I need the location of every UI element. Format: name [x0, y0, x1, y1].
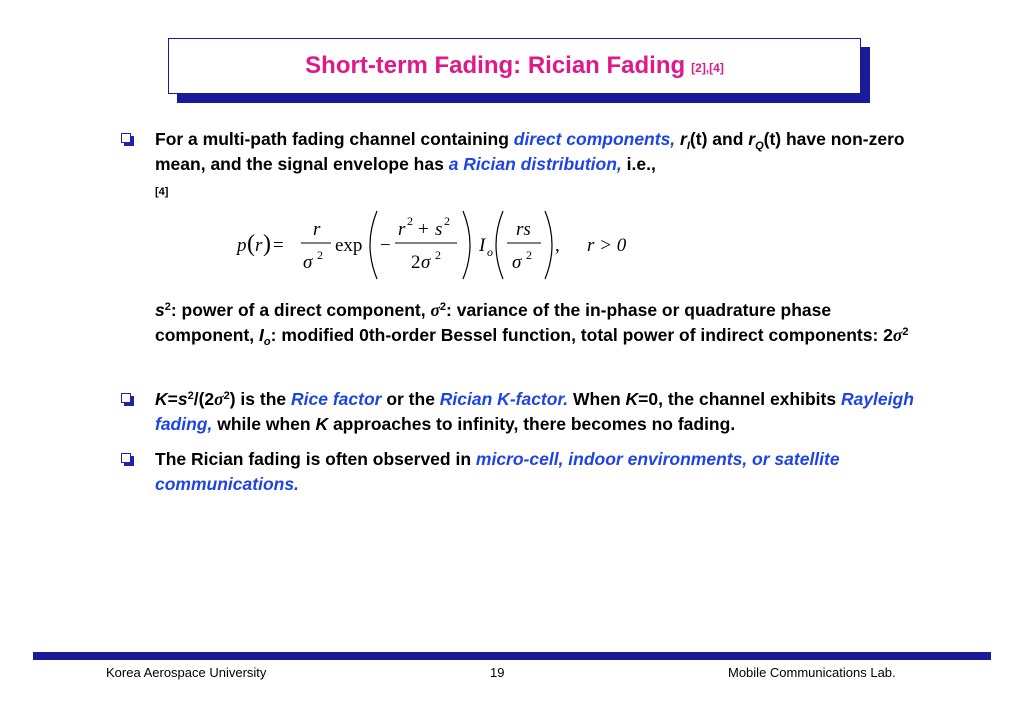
footer-bar	[33, 652, 991, 660]
f-p: p	[237, 235, 247, 256]
rician-pdf-formula	[235, 205, 655, 285]
f-sigma3: σ	[512, 252, 522, 273]
f-plus: +	[418, 219, 429, 240]
var-r: r	[748, 129, 756, 149]
f-s2: s	[435, 219, 443, 240]
sub-i: I	[686, 140, 690, 152]
var-s: s	[155, 300, 165, 320]
f-sup: 2	[317, 248, 323, 262]
f-sup: 2	[526, 248, 532, 262]
text: : variance of the in-phase or quadrature phase component,	[155, 300, 832, 345]
f-den-sigma: σ	[303, 252, 313, 273]
sup: 2	[164, 301, 171, 313]
f-exp: exp	[335, 235, 363, 256]
text: approaches to infinity, there becomes no fading.	[328, 414, 736, 434]
f-cond: r > 0	[587, 235, 627, 256]
bullet-item-1	[121, 127, 921, 205]
text: (t) and	[689, 129, 749, 149]
text: or the	[381, 389, 440, 409]
var-r: r	[680, 129, 687, 149]
square-bullet-icon	[121, 133, 131, 143]
highlight: direct components,	[513, 129, 676, 149]
highlight: Rice factor	[291, 389, 382, 409]
sup: 2	[439, 301, 447, 313]
slide-title: Short-term Fading: Rician Fading	[305, 52, 686, 79]
var-sigma: σ	[214, 389, 224, 409]
sub-o: o	[263, 336, 271, 348]
sup: 2	[187, 390, 194, 402]
svg-text:): )	[263, 231, 271, 257]
f-sup: 2	[435, 248, 441, 262]
svg-text:(: (	[247, 231, 255, 257]
formula-description	[155, 298, 935, 348]
f-sigma2: σ	[421, 252, 431, 273]
bullet-item-2	[121, 387, 921, 437]
footer-university: Korea Aerospace University	[106, 665, 267, 680]
title-box	[168, 38, 861, 94]
f-I: I	[479, 235, 486, 256]
text: i.e.,	[621, 154, 656, 174]
f-comma: ,	[555, 235, 560, 256]
square-bullet-icon	[121, 453, 131, 463]
f-num-r: r	[313, 219, 321, 240]
footer-lab: Mobile Communications Lab.	[728, 665, 896, 680]
f-minus: −	[380, 235, 391, 256]
var-K: K	[625, 389, 639, 409]
var-s: s	[177, 389, 188, 409]
text: =	[167, 389, 178, 409]
f-r2: r	[398, 219, 406, 240]
f-two: 2	[411, 252, 421, 273]
sup: 2	[223, 390, 230, 402]
reference: [4]	[155, 186, 169, 198]
var-I: I	[259, 325, 264, 345]
text: For a multi-path fading channel containing	[155, 129, 514, 149]
var-sigma: σ	[430, 300, 440, 320]
f-rs: rs	[516, 219, 531, 240]
text: while when	[212, 414, 316, 434]
sup: 2	[902, 326, 909, 338]
bullet-item-3	[121, 447, 921, 497]
f-r: r	[255, 235, 263, 256]
highlight: Rician K-factor.	[439, 389, 569, 409]
title-reference: [2],[4]	[691, 61, 724, 75]
var-sigma: σ	[892, 325, 903, 345]
text: (t) have non-zero mean, and the signal envelope has	[155, 129, 905, 174]
f-eq: =	[273, 235, 284, 256]
sub-q: Q	[755, 140, 764, 152]
text: The Rician fading is often observed in	[155, 449, 476, 469]
f-o: o	[487, 245, 493, 259]
highlight: a Rician distribution,	[448, 154, 622, 174]
bullet-list-top	[121, 127, 921, 215]
page-number: 19	[490, 665, 505, 680]
highlight: Rayleigh fading,	[155, 389, 914, 434]
bullet-list-bottom	[121, 387, 921, 507]
f-sup: 2	[407, 214, 413, 228]
text: : modified 0th-order Bessel function, total power of indirect components: 2	[270, 325, 893, 345]
var-K: K	[155, 389, 168, 409]
text: : power of a direct component,	[170, 300, 431, 320]
text: ) is the	[229, 389, 291, 409]
text: /(2	[193, 389, 215, 409]
f-sup: 2	[444, 214, 450, 228]
highlight: micro-cell, indoor environments, or satellite communications.	[155, 449, 840, 494]
square-bullet-icon	[121, 393, 131, 403]
var-K: K	[315, 414, 329, 434]
text: When	[568, 389, 626, 409]
text: =0, the channel exhibits	[638, 389, 841, 409]
